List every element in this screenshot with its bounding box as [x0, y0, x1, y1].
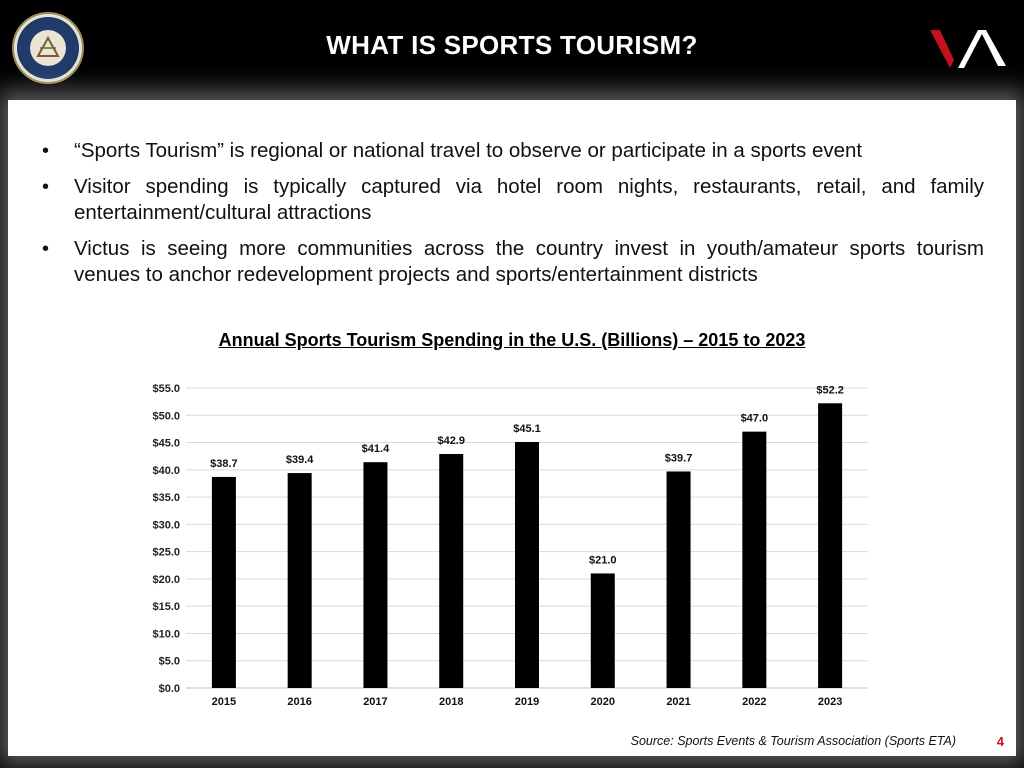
bullet-item: • “Sports Tourism” is regional or national travel to observe or participate in a sports event — [42, 139, 863, 162]
bullet-dot-icon: • — [42, 238, 50, 260]
bar — [591, 573, 615, 688]
victus-logo-icon — [928, 26, 1008, 70]
x-tick-label: 2019 — [514, 696, 540, 708]
page-number: 4 — [996, 734, 1004, 749]
y-tick-label: $10.0 — [152, 628, 180, 641]
chart-title: Annual Sports Tourism Spending in the U.S. (Billions) – 2015 to 2023 — [218, 330, 806, 350]
bullet-list — [42, 138, 984, 298]
bar-chart — [128, 370, 888, 740]
data-label: $39.7 — [664, 452, 693, 465]
data-label: $45.1 — [513, 423, 541, 435]
y-tick-label: $55.0 — [152, 383, 180, 395]
y-tick-label: $5.0 — [158, 655, 180, 668]
page-title: WHAT IS SPORTS TOURISM? — [326, 30, 698, 60]
y-tick-label: $40.0 — [152, 464, 180, 477]
data-label: $39.4 — [285, 454, 314, 467]
x-tick-label: 2017 — [363, 696, 388, 708]
bullet-dot-icon: • — [42, 140, 50, 162]
y-tick-label: $35.0 — [152, 492, 180, 505]
bar — [667, 471, 691, 688]
bar — [818, 403, 842, 688]
x-tick-label: 2015 — [211, 696, 237, 708]
content-panel — [8, 100, 1016, 756]
x-tick-label: 2022 — [742, 696, 767, 708]
data-label: $52.2 — [816, 384, 844, 397]
bar — [363, 462, 387, 688]
x-tick-label: 2023 — [817, 696, 843, 708]
x-tick-label: 2016 — [287, 696, 312, 708]
source-note: Source: Sports Events & Tourism Association (Sports ETA) — [630, 734, 956, 748]
slide-header — [0, 0, 1024, 100]
bar — [439, 454, 463, 688]
bar — [515, 442, 539, 688]
x-tick-label: 2020 — [590, 696, 616, 708]
y-tick-label: $20.0 — [152, 573, 180, 586]
bar — [742, 432, 766, 688]
data-label: $38.7 — [210, 457, 238, 470]
x-tick-label: 2021 — [666, 696, 691, 708]
data-label: $42.9 — [437, 435, 465, 447]
y-tick-label: $0.0 — [158, 683, 180, 695]
y-tick-label: $45.0 — [152, 437, 180, 450]
bar — [212, 477, 236, 688]
data-label: $47.0 — [740, 412, 769, 425]
y-tick-label: $30.0 — [152, 519, 180, 532]
bullet-item: • Victus is seeing more communities across the country invest in youth/amateur sports tourism venues to anchor redevelopment projects and sports/entertainment districts — [42, 237, 984, 286]
y-tick-label: $25.0 — [152, 546, 180, 559]
bullet-dot-icon: • — [42, 176, 50, 198]
bullet-item: • Visitor spending is typically captured via hotel room nights, restaurants, retail, and family entertainment/cultural attractions — [42, 175, 984, 224]
x-tick-label: 2018 — [438, 696, 464, 708]
data-label: $21.0 — [589, 554, 617, 567]
bar — [288, 473, 312, 688]
y-tick-label: $50.0 — [152, 410, 180, 423]
y-tick-label: $15.0 — [152, 601, 180, 614]
data-label: $41.4 — [361, 443, 390, 456]
